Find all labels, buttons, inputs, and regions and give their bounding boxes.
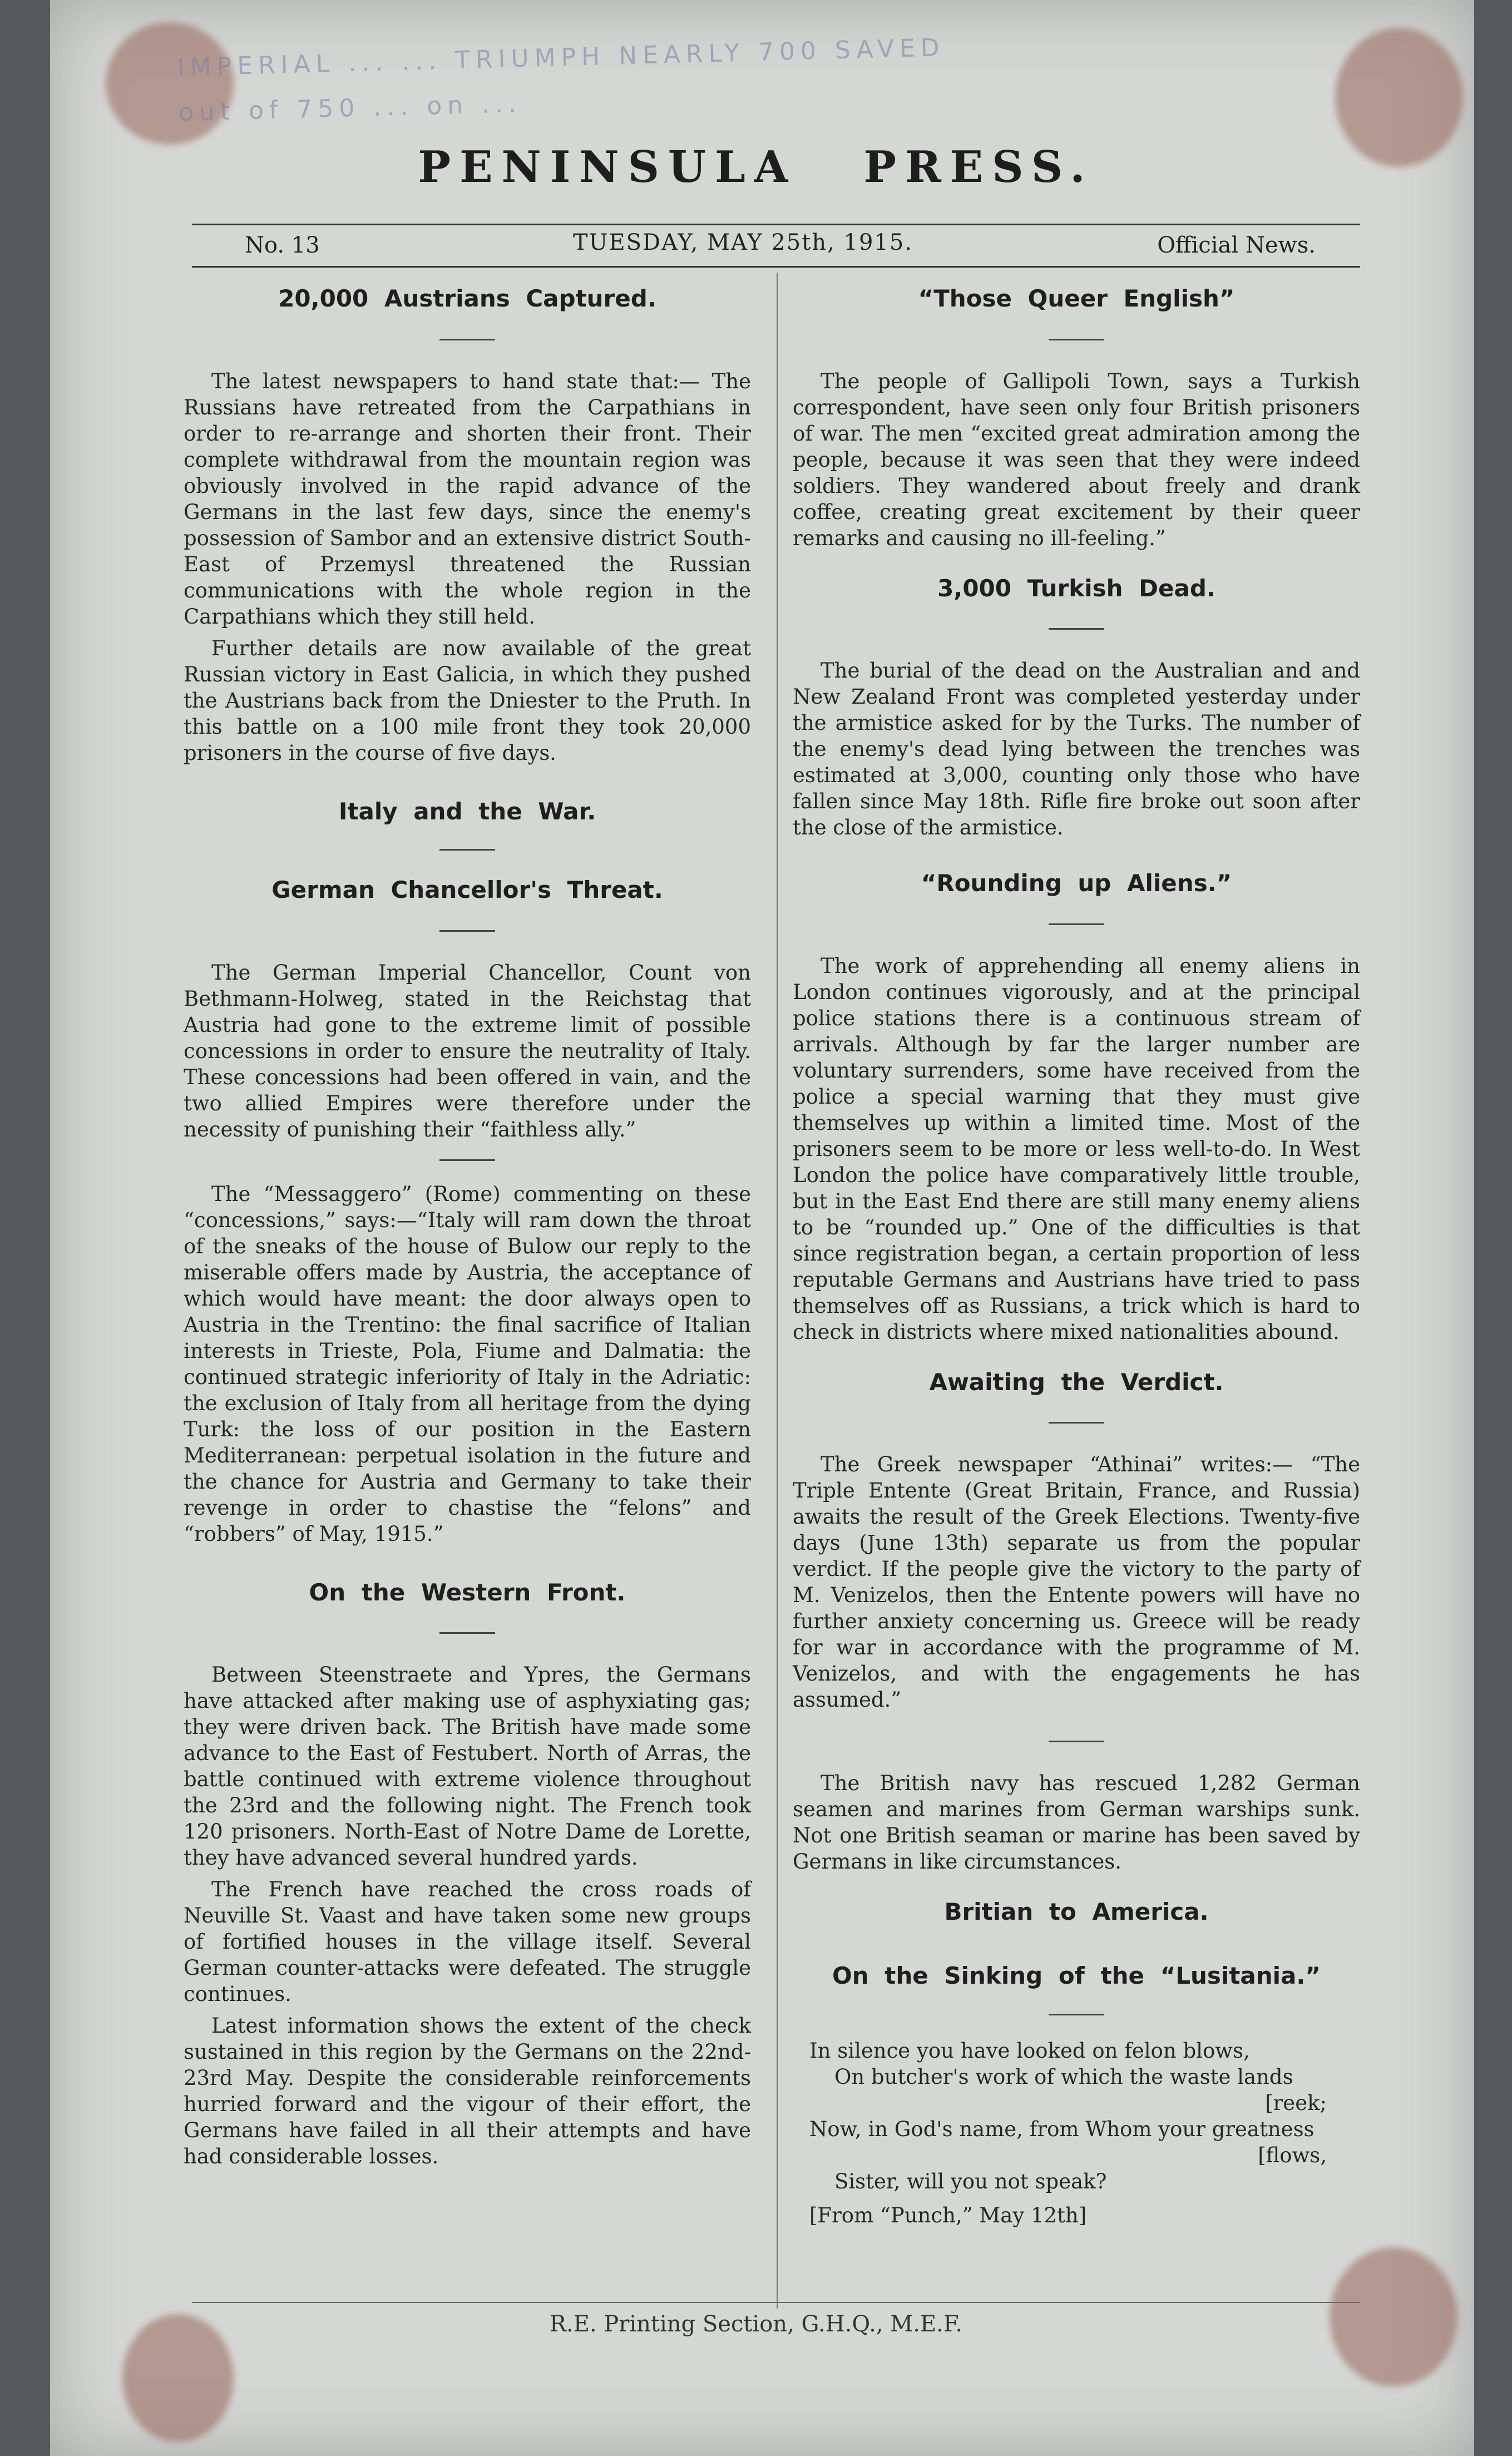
divider [439,1632,495,1634]
article-western-front-p3: Latest information shows the extent of the check sustained in this region by the Germans on the 22nd-23rd May. Despite the considerable reinforcements hurried forward and the vigour of their effort, the Germans have failed in all their attempts and have had considerable losses. [184,2014,751,2169]
masthead [0,142,1512,192]
right-column [793,284,1360,2228]
article-britain-america-title: Britian to America. [944,1898,1209,1926]
poem-line-2: On butcher's work of which the waste lands [834,2064,1293,2089]
poem-line-3-end: [flows, [1258,2143,1327,2167]
divider [1049,923,1104,925]
annotation-line-2: out of 750 ... on ... [178,90,522,127]
issue-date: TUESDAY, MAY 25th, 1915. [573,230,913,255]
article-verdict-p1: The Greek newspaper “Athinai” writes:— “The Triple Entente (Great Britain, France, and Russia) awaits the result of the Greek Elections. Twenty-five days (June 13th) separate us from the popular verdict. If the people give the victory to the party of M. Venizelos, then the Entente powers will have no further anxiety concerning us. Greece will be ready for war in accordance with the programme of M. Venizelos, and with the engagements he has assumed.” [793,1452,1360,1712]
article-austrians-captured-title: 20,000 Austrians Captured. [278,285,656,312]
article-lusitania-subtitle: On the Sinking of the “Lusitania.” [832,1961,1321,1989]
article-western-front-p2: The French have reached the cross roads of Neuville St. Vaast and have taken some new groups of fortified houses in the village itself. Several German counter-attacks were defeated. The struggle continues. [184,1877,751,2007]
column-divider [777,273,778,2309]
printer-credit: R.E. Printing Section, G.H.Q., M.E.F. [549,2311,963,2337]
divider [439,849,495,851]
issue-number: No. 13 [245,233,320,258]
annotation-line-1: IMPERIAL ... ... TRIUMPH NEARLY 700 SAVED [177,33,946,82]
footer-rule [192,2302,1360,2303]
divider [439,1159,495,1161]
poem-line-2-end: [reek; [1265,2091,1327,2115]
article-italy-p2: The “Messaggero” (Rome) commenting on these “concessions,” says:—“Italy will ram down the throat of the sneaks of the house of Bulow our reply to the miserable offers made by Austria, the acceptance of which would have meant: the door always open to Austria in the Trentino: the final sacrifice of Italian interests in Trieste, Pola, Fiume and Dalmatia: the continued strategic inferiority of Italy in the Adriatic: the exclusion of Italy from all heritage from the dying Turk: the loss of our position in the Eastern Mediterranean: perpetual isolation in the future and the chance for Austria and Germany to take their revenge in order to chastise the “felons” and “robbers” of May, 1915.” [184,1182,751,1546]
left-column [184,284,751,2175]
lusitania-poem [793,2038,1360,2228]
article-italy-p1: The German Imperial Chancellor, Count von Bethmann-Holweg, stated in the Reichstag that Austria had gone to the extreme limit of possible concessions in order to ensure the neutrality of Italy. These concessions had been offered in vain, and the two allied Empires were therefore under the necessity of punishing their “faithless ally.” [184,960,751,1141]
masthead-word-1: PENINSULA [418,142,797,192]
masthead-word-2: PRESS. [863,142,1094,192]
article-western-front-title: On the Western Front. [309,1578,626,1606]
article-italy-subtitle: German Chancellor's Threat. [271,876,663,904]
article-aliens-p1: The work of apprehending all enemy aliens in London continues vigorously, and at the principal police stations there is a continuous stream of arrivals. Although by far the larger number are voluntary surrenders, some have received from the police a special warning that they must give themselves up within a limited time. Most of the prisoners seem to be more or less well-to-do. In West London the police have comparatively little trouble, but in the East End there are still many enemy aliens to be “rounded up.” One of the difficulties is that since registration began, a certain proportion of less reputable Germans and Austrians have tried to pass themselves off as Russians, a trick which is hard to check in districts where mixed nationalities abound. [793,953,1360,1344]
poem-line-1: In silence you have looked on felon blows, [809,2038,1250,2063]
dateline [192,227,1360,266]
rule-top [192,224,1360,225]
divider [439,930,495,932]
article-verdict-title: Awaiting the Verdict. [929,1368,1224,1396]
divider [1049,2014,1104,2015]
article-aliens-title: “Rounding up Aliens.” [921,869,1232,897]
poem-line-4: Sister, will you not speak? [834,2169,1107,2193]
article-italy-title: Italy and the War. [338,797,596,825]
article-navy-p1: The British navy has rescued 1,282 German seamen and marines from German warships sunk. Not one British seaman or marine has been saved by Germans in like circumstances. [793,1771,1360,1874]
article-western-front-p1: Between Steenstraete and Ypres, the Germans have attacked after making use of asphyxiating gas; they were driven back. The British have made some advance to the East of Festubert. North of Arras, the battle continued with extreme violence throughout the 23rd and the following night. The French took 120 prisoners. North-East of Notre Dame de Lorette, they have advanced several hundred yards. [184,1663,751,1870]
article-turkish-dead-title: 3,000 Turkish Dead. [937,574,1215,602]
poem-source: [From “Punch,” May 12th] [809,2203,1087,2227]
official-news-label: Official News. [1157,233,1316,258]
article-queer-english-p1: The people of Gallipoli Town, says a Turkish correspondent, have seen only four British prisoners of war. The men “excited great admiration among the people, because it was seen that they were indeed soldiers. They wandered about freely and drank coffee, creating great excitement by their queer remarks and causing no ill-feeling.” [793,369,1360,550]
article-austrians-captured-p1: The latest newspapers to hand state that:— The Russians have retreated from the Carpathians in order to re-arrange and shorten their front. Their complete withdrawal from the mountain region was obviously involved in the rapid advance of the Germans in the last few days, since the enemy's possession of Sambor and an extensive district South-East of Przemysl threatened the Russian communications with the whole region in the Carpathians which they still held. [184,369,751,629]
article-queer-english-title: “Those Queer English” [918,285,1235,312]
article-turkish-dead-p1: The burial of the dead on the Australian and and New Zealand Front was completed yesterday under the armistice asked for by the Turks. The number of the enemy's dead lying between the trenches was estimated at 3,000, counting only those who have fallen since May 18th. Rifle fire broke out soon after the close of the armistice. [793,659,1360,840]
divider [1049,1422,1104,1424]
article-austrians-captured-p2: Further details are now available of the great Russian victory in East Galicia, in which they pushed the Austrians back from the Dniester to the Pruth. In this battle on a 100 mile front they took 20,000 prisoners in the course of five days. [184,636,751,765]
divider [1049,1741,1104,1742]
divider [439,339,495,340]
divider [1049,339,1104,340]
divider [1049,628,1104,630]
poem-line-3: Now, in God's name, from Whom your greatness [809,2117,1315,2141]
rule-bottom [192,266,1360,268]
